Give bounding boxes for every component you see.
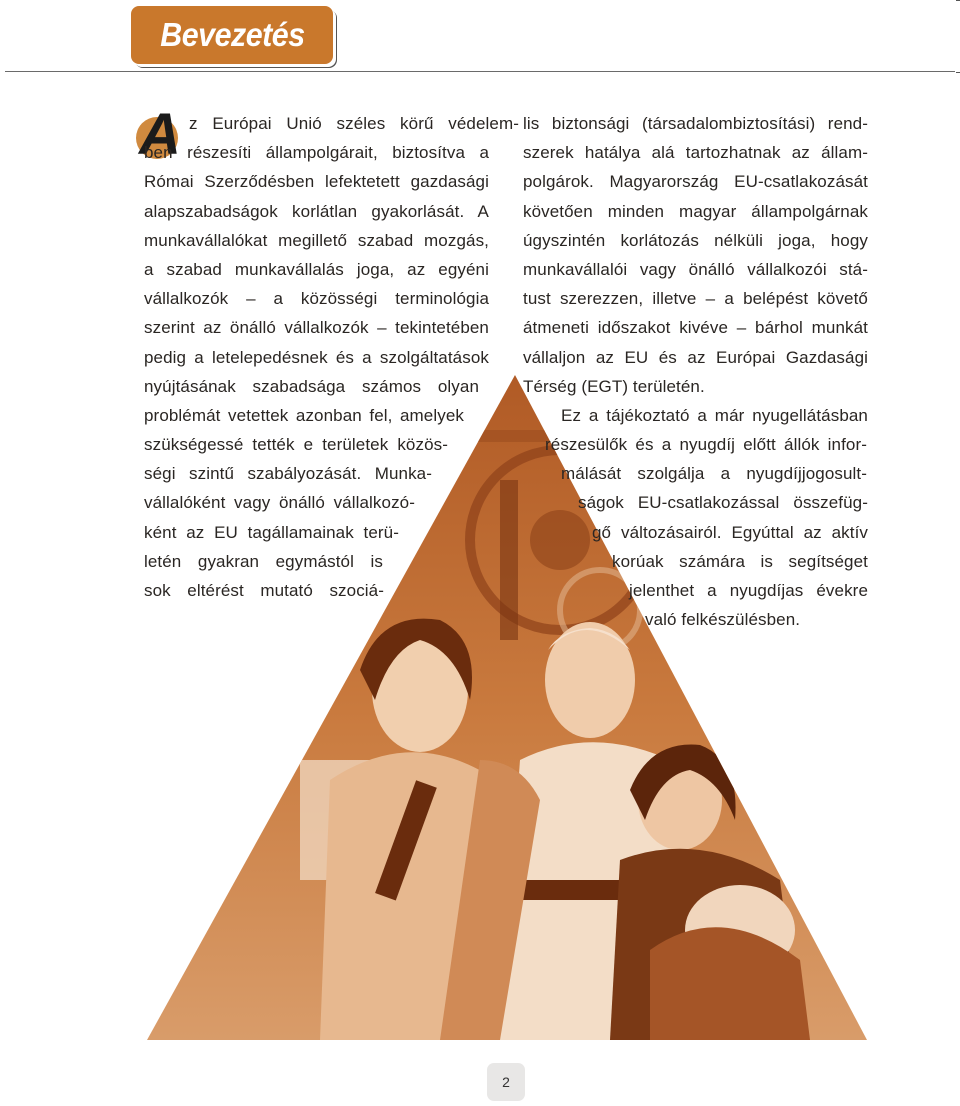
text-line: Térség (EGT) területén. <box>523 376 705 396</box>
text-line: való felkészülésben. <box>645 610 801 630</box>
text-line: ságok EU-csatlakozással összefüg- <box>578 493 868 513</box>
text-line: úgyszintén korlátozás nélküli joga, hogy <box>523 230 868 250</box>
text-line: nyújtásának szabadsága számos olyan <box>144 376 479 396</box>
text-line: problémát vetettek azonban fel, amelyek <box>144 405 464 425</box>
text-line: tust szerezzen, illetve – a belépést követő <box>523 289 868 309</box>
text-line: málását szolgálja a nyugdíjjogosult- <box>561 464 867 484</box>
text-line: ben részesíti állampolgárait, biztosítva a <box>144 143 489 163</box>
text-line: vállalkozók – a közösségi terminológia <box>144 289 489 309</box>
page-number <box>487 1063 525 1101</box>
dropcap-letter: A <box>139 102 181 167</box>
text-line: z Európai Unió széles körű védelem- <box>189 114 519 133</box>
text-line: jelenthet a nyugdíjas évekre <box>629 581 868 600</box>
text-line: polgárok. Magyarország EU-csatlakozását <box>523 172 868 192</box>
crop-mark <box>956 0 960 1</box>
text-line: Ez a tájékoztató a már nyugellátásban <box>561 405 868 425</box>
text-line: letén gyakran egymástól is <box>144 551 383 571</box>
text-line: szerint az önálló vállalkozók – tekintetében <box>144 318 489 338</box>
text-line: vállalóként vagy önálló vállalkozó- <box>144 493 415 513</box>
text-line: vállaljon az EU és az Európai Gazdasági <box>523 347 868 367</box>
text-line: szükségessé tették e területek közös- <box>144 435 448 455</box>
crop-mark <box>956 72 960 73</box>
section-title: Bevezetés <box>159 16 305 53</box>
section-title-box <box>131 6 333 64</box>
text-line: átmeneti időszakot kivéve – bárhol munkát <box>523 318 868 338</box>
text-line: alapszabadságok korlátlan gyakorlását. A <box>144 201 489 221</box>
text-line: gő változásairól. Egyúttal az aktív <box>592 522 868 542</box>
text-line: munkavállalói vagy önálló vállalkozói stá- <box>523 259 868 279</box>
header-rule <box>5 71 955 72</box>
text-line: sok eltérést mutató szociá- <box>144 581 384 600</box>
text-line: pedig a letelepedésnek és a szolgáltatások <box>144 347 489 367</box>
page-number-label: 2 <box>502 1074 510 1090</box>
text-line: korúak számára is segítséget <box>612 551 868 571</box>
text-line: ként az EU tagállamainak terü- <box>144 522 399 542</box>
text-line: lis biztonsági (társadalombiztosítási) rend- <box>523 114 868 133</box>
text-line: szerek hatálya alá tartozhatnak az állam- <box>523 143 868 163</box>
text-line: munkavállalókat megillető szabad mozgás, <box>144 230 489 250</box>
text-line: ségi szintű szabályozását. Munka- <box>144 464 432 484</box>
right-text-column <box>523 109 868 634</box>
text-line: a szabad munkavállalás joga, az egyéni <box>144 259 489 279</box>
text-line: Római Szerződésben lefektetett gazdasági <box>144 172 489 192</box>
text-line: követően minden magyar állampolgárnak <box>523 201 868 221</box>
text-line: részesülők és a nyugdíj előtt állók infor- <box>545 435 867 455</box>
left-text-column <box>144 109 519 605</box>
